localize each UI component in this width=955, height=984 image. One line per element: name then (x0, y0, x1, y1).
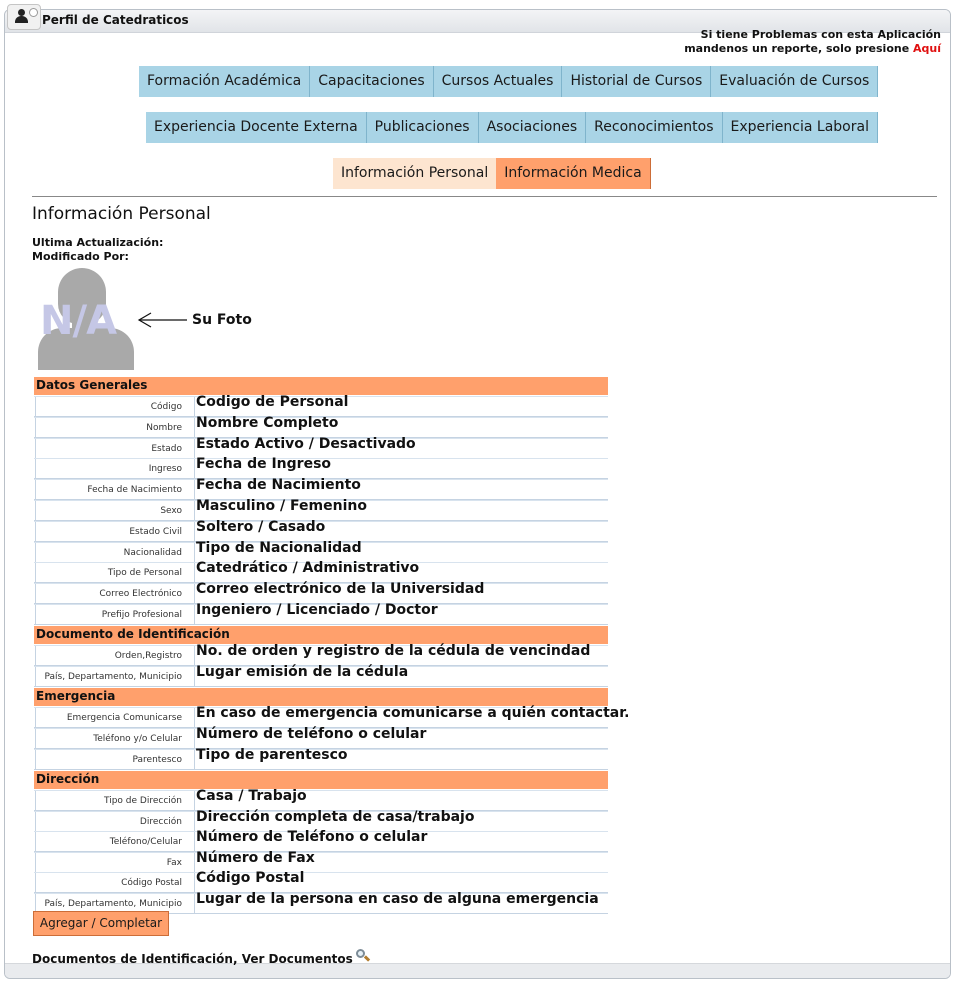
form-row-value: Catedrático / Administrativo (196, 560, 420, 576)
form-row (34, 583, 608, 604)
profile-photo-placeholder[interactable] (38, 268, 134, 370)
photo-na-text: N/A (40, 298, 117, 344)
form-row-label-cell (35, 729, 195, 748)
magnifier-icon[interactable] (355, 949, 371, 965)
form-row-label-cell (35, 584, 195, 603)
page-title: Información Personal (32, 204, 211, 224)
section-header-label: Dirección (36, 772, 100, 786)
form-row (34, 479, 608, 500)
tab-asociaciones[interactable]: Asociaciones (479, 112, 587, 143)
tabs-row-1 (139, 66, 878, 97)
section-header (34, 377, 608, 395)
form-row (34, 521, 608, 542)
tab-publicaciones[interactable]: Publicaciones (367, 112, 479, 143)
form-row-label: Emergencia Comunicarse (66, 713, 182, 723)
form-row-label-cell (35, 853, 195, 872)
form-row-value: Masculino / Femenino (196, 498, 367, 514)
form-row-value: Fecha de Ingreso (196, 456, 332, 472)
section-header (34, 626, 608, 644)
form-row-label: Fax (166, 858, 182, 868)
section-header-label: Datos Generales (36, 378, 148, 392)
form-row-label: Parentesco (132, 755, 182, 765)
tab-reconocimientos[interactable]: Reconocimientos (586, 112, 722, 143)
form-row-label: Fecha de Nacimiento (87, 485, 182, 495)
form-row-label: Nombre (146, 423, 182, 433)
agregar-completar-button[interactable]: Agregar / Completar (33, 911, 169, 936)
form-row-label-cell (35, 439, 195, 458)
form-row (34, 645, 608, 666)
form-row-label-cell (35, 459, 195, 478)
arrow-left-icon (137, 312, 189, 328)
form-row-value: Tipo de parentesco (196, 747, 348, 763)
report-line-1: Si tiene Problemas con esta Aplicación (700, 28, 941, 41)
tab-historial-de-cursos[interactable]: Historial de Cursos (562, 66, 711, 97)
form-row (34, 604, 608, 625)
form-row-label: Código Postal (121, 878, 182, 888)
tabs-row-2 (146, 112, 878, 143)
divider (32, 196, 937, 197)
form-row-label-cell (35, 480, 195, 499)
form-row-label: Dirección (139, 817, 182, 827)
form-row-label-cell (35, 791, 195, 810)
form-row-value: Tipo de Nacionalidad (196, 540, 362, 556)
report-line-2: mandenos un reporte, solo presione (684, 42, 913, 55)
form-row-label-cell (35, 708, 195, 727)
tab-evaluacion-de-cursos[interactable]: Evaluación de Cursos (711, 66, 878, 97)
tab-experiencia-docente-externa[interactable]: Experiencia Docente Externa (146, 112, 367, 143)
tab-informacion-personal[interactable]: Información Personal (333, 158, 496, 189)
form-row (34, 852, 608, 873)
section-header-label: Emergencia (36, 689, 116, 703)
form-row-label-cell (35, 418, 195, 437)
form-row (34, 500, 608, 521)
form-row-label: País, Departamento, Municipio (44, 899, 182, 909)
form-row-label: Sexo (160, 506, 182, 516)
form-row-label: Teléfono y/o Celular (93, 734, 182, 744)
form-row (34, 790, 608, 811)
form-row-label: Estado (151, 444, 182, 454)
form-row-label: Teléfono/Celular (109, 837, 182, 847)
form-row-label-cell (35, 750, 195, 769)
form-row-value: Código Postal (196, 870, 305, 886)
form-row-value: Soltero / Casado (196, 519, 326, 535)
last-update-label: Ultima Actualización: (32, 236, 164, 249)
form-row-value: Estado Activo / Desactivado (196, 436, 416, 452)
form-row (34, 728, 608, 749)
section-header (34, 688, 608, 706)
form-row-label-cell (35, 812, 195, 831)
form-row-label: Código (150, 402, 182, 412)
form-row-label: Nacionalidad (123, 548, 182, 558)
tab-cursos-actuales[interactable]: Cursos Actuales (434, 66, 563, 97)
form-row-label: País, Departamento, Municipio (44, 672, 182, 682)
form-row-value: Ingeniero / Licenciado / Doctor (196, 602, 438, 618)
form-row-label-cell (35, 667, 195, 686)
form-row-label-cell (35, 832, 195, 851)
form-row-label-cell (35, 563, 195, 582)
form-row-value: Lugar de la persona en caso de alguna emergencia (196, 891, 599, 907)
form-row-value: No. de orden y registro de la cédula de vencindad (196, 643, 591, 659)
form-row-value: Correo electrónico de la Universidad (196, 581, 485, 597)
form-row (34, 417, 608, 438)
form-row-label: Correo Electrónico (99, 589, 182, 599)
form-row-value: Lugar emisión de la cédula (196, 664, 409, 680)
report-link[interactable]: Aquí (913, 42, 941, 55)
tab-capacitaciones[interactable]: Capacitaciones (310, 66, 433, 97)
form-row-label: Estado Civil (129, 527, 182, 537)
form-row-value: Número de Fax (196, 850, 315, 866)
form-row-value: En caso de emergencia comunicarse a quién contactar. (196, 705, 630, 721)
form-row-label: Ingreso (148, 464, 182, 474)
form-row-value: Número de Teléfono o celular (196, 829, 428, 845)
form-row-label-cell (35, 522, 195, 541)
form-row (34, 705, 630, 728)
tab-formacion-academica[interactable]: Formación Académica (139, 66, 310, 97)
window-title: Perfil de Catedraticos (42, 13, 189, 27)
form-row (34, 831, 608, 852)
photo-label: Su Foto (192, 312, 252, 328)
form-row (34, 666, 608, 687)
form-row-label: Tipo de Personal (107, 568, 182, 578)
form-row-label-cell (35, 397, 195, 416)
user-profile-icon (7, 4, 41, 30)
tab-informacion-medica[interactable]: Información Medica (496, 158, 650, 189)
form-row-value: Dirección completa de casa/trabajo (196, 809, 475, 825)
documents-label: Documentos de Identificación, Ver Documentos (32, 952, 353, 966)
tab-experiencia-laboral[interactable]: Experiencia Laboral (723, 112, 878, 143)
form-row (34, 749, 608, 770)
form-row (34, 872, 608, 893)
form-row (34, 458, 608, 479)
form-row-label-cell (35, 873, 195, 892)
form-row (34, 562, 608, 583)
form-row-value: Fecha de Nacimiento (196, 477, 361, 493)
form-row-value: Número de teléfono o celular (196, 726, 427, 742)
form-row-label-cell (35, 605, 195, 624)
form-row (34, 396, 608, 417)
form-row-label: Tipo de Dirección (104, 796, 182, 806)
form-row-value: Codigo de Personal (196, 394, 349, 410)
form-row-label-cell (35, 501, 195, 520)
form-row-label-cell (35, 646, 195, 665)
tabs-row-3 (333, 158, 651, 189)
report-notice (684, 28, 941, 56)
form-row-value: Nombre Completo (196, 415, 339, 431)
form-row-label: Prefijo Profesional (101, 610, 182, 620)
modified-by-label: Modificado Por: (32, 250, 129, 263)
form-row-label-cell (35, 543, 195, 562)
form-row-value: Casa / Trabajo (196, 788, 307, 804)
form-row-label: Orden,Registro (114, 651, 182, 661)
section-header-label: Documento de Identificación (36, 627, 230, 641)
section-header (34, 771, 608, 789)
documents-link[interactable] (32, 949, 371, 966)
